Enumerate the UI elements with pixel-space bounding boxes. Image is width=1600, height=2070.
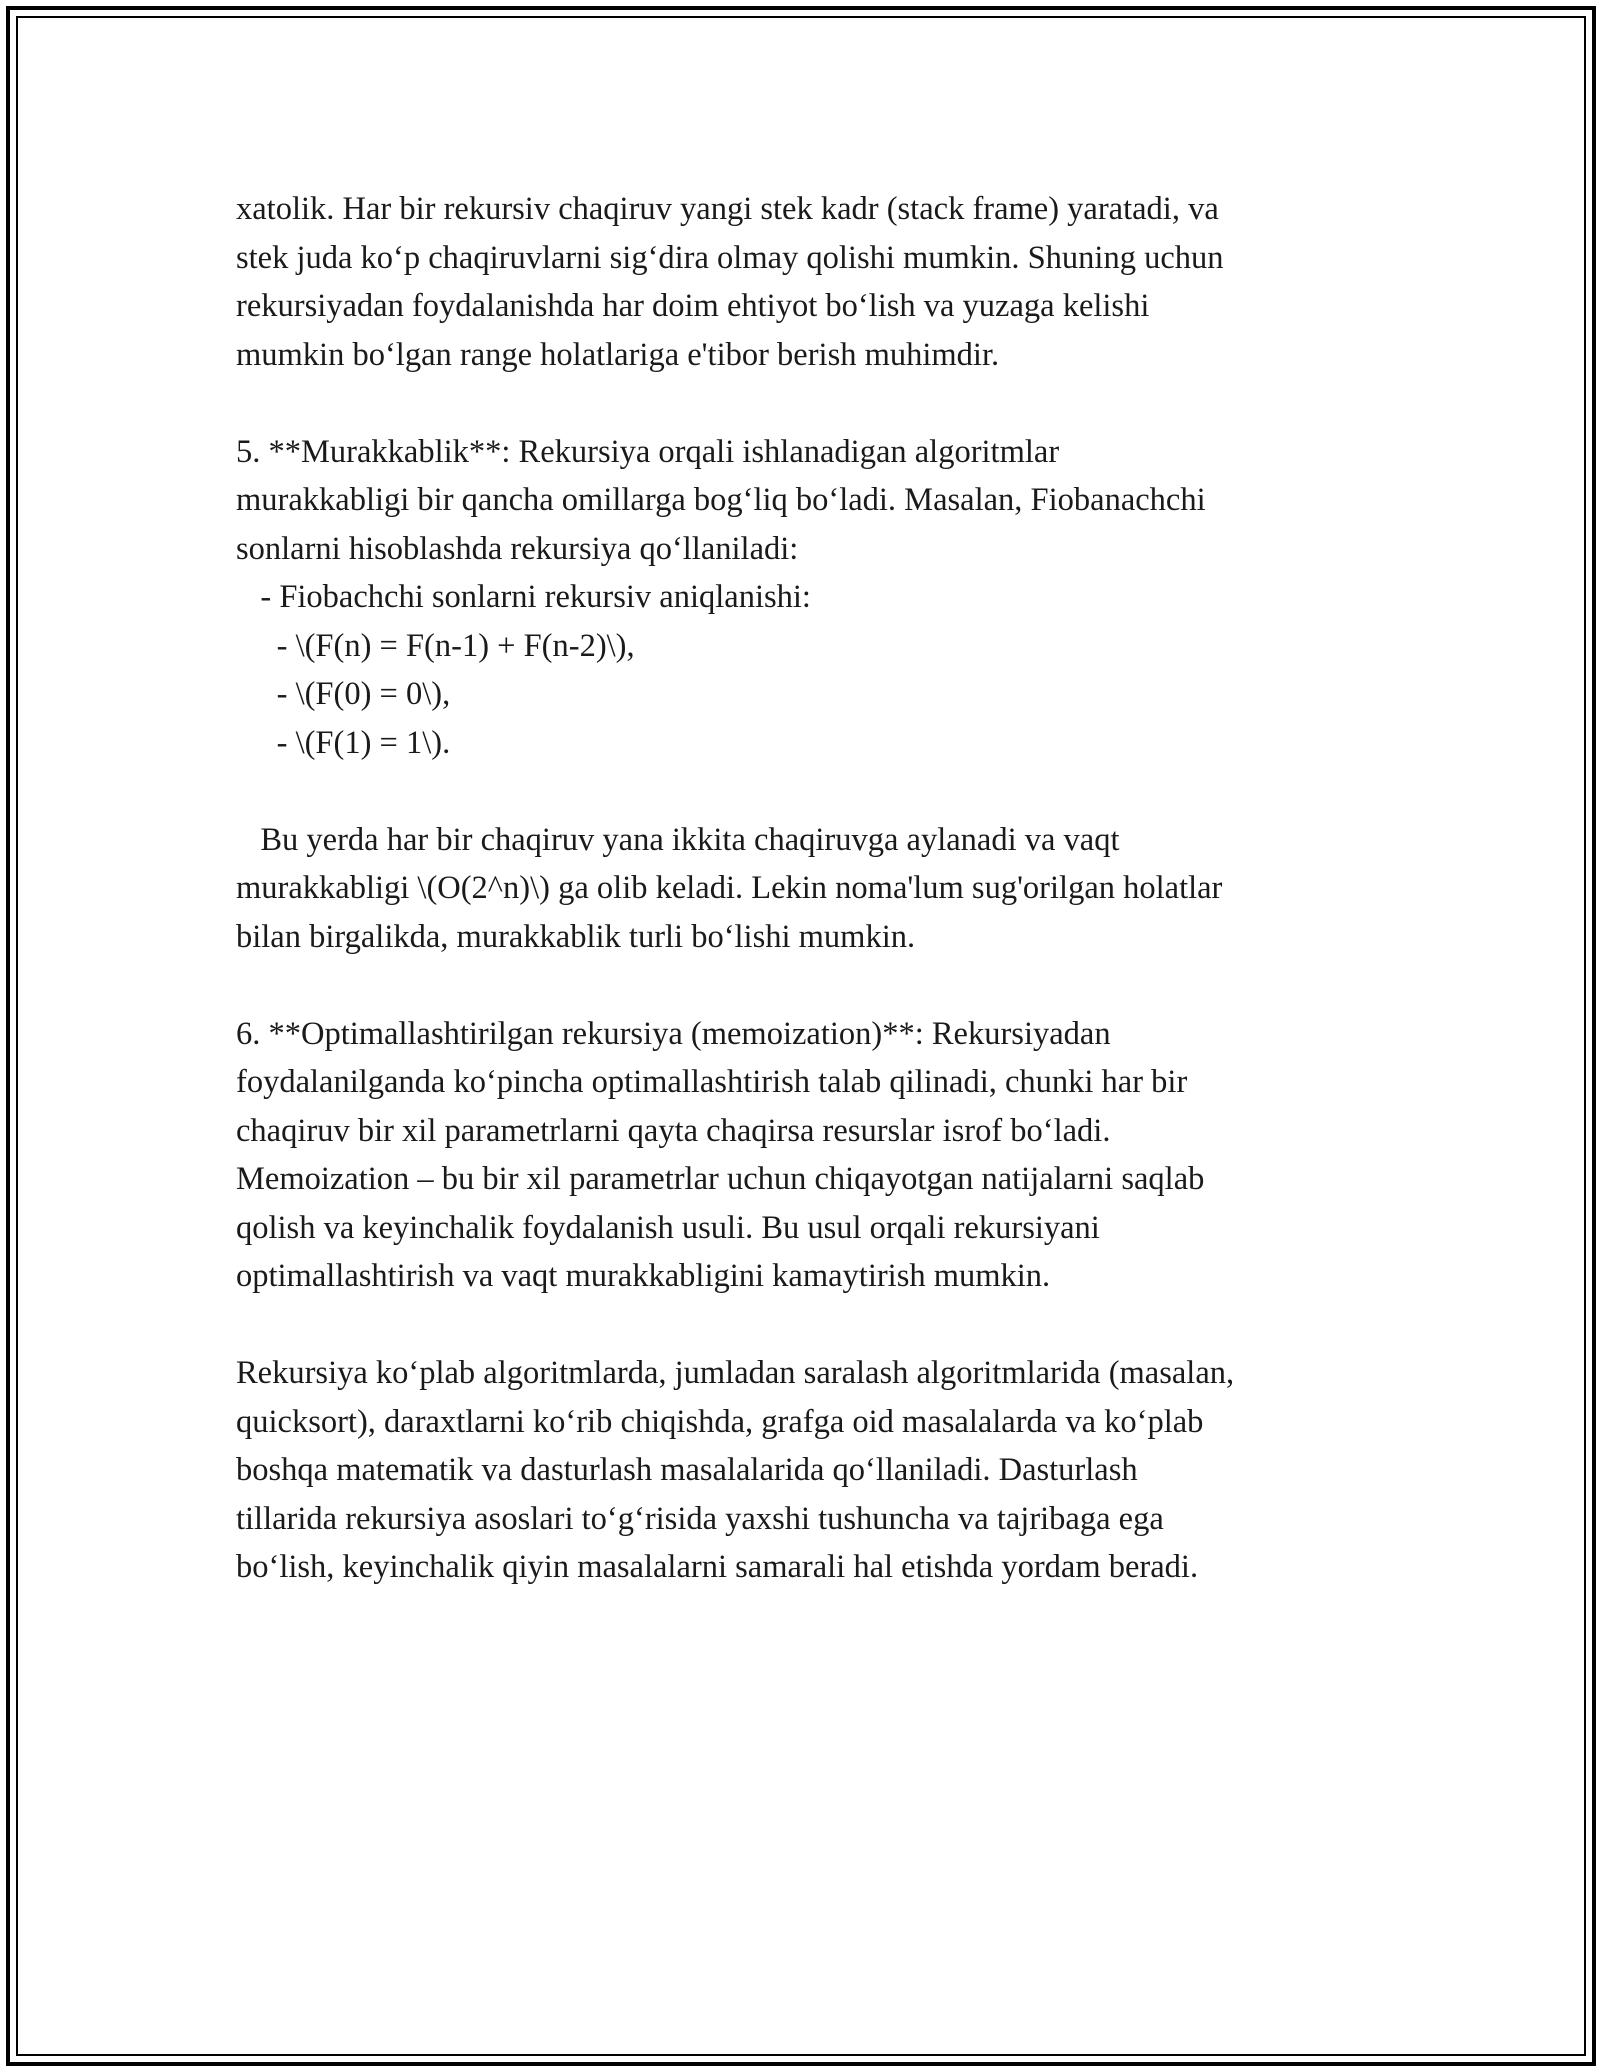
text-line: mumkin bo‘lgan range holatlariga e'tibor berish muhimdir.	[236, 336, 1000, 373]
text-line: 5. **Murakkablik**: Rekursiya orqali ishlanadigan algoritmlar	[236, 433, 1060, 470]
paragraph-conclusion	[236, 1349, 1376, 1592]
formula-line: - \(F(0) = 0\),	[236, 676, 451, 712]
text-line: chaqiruv bir xil parametrlarni qayta chaqirsa resurslar isrof bo‘ladi.	[236, 1112, 1111, 1149]
text-line: rekursiyadan foydalanishda har doim ehtiyot bo‘lish va yuzaga kelishi	[236, 288, 1150, 324]
text-line: bilan birgalikda, murakkablik turli bo‘lishi mumkin.	[236, 918, 916, 955]
paragraph-stack-overflow	[236, 185, 1376, 379]
text-line: 6. **Optimallashtirilgan rekursiya (memoization)**: Rekursiyadan	[236, 1015, 1111, 1052]
paragraph-spacer	[236, 379, 1376, 428]
text-line: tillarida rekursiya asoslari to‘g‘risida yaxshi tushuncha va tajribaga ega	[236, 1500, 1164, 1537]
text-line: xatolik. Har bir rekursiv chaqiruv yangi stek kadr (stack frame) yaratadi, va	[236, 191, 1219, 227]
text-line: murakkabligi bir qancha omillarga bog‘liq bo‘ladi. Masalan, Fiobanachchi	[236, 482, 1206, 518]
paragraph-complexity	[236, 428, 1376, 768]
paragraph-spacer	[236, 767, 1376, 816]
text-line: Bu yerda har bir chaqiruv yana ikkita chaqiruvga aylanadi va vaqt	[236, 821, 1120, 858]
formula-line: - \(F(n) = F(n-1) + F(n-2)\),	[236, 627, 635, 664]
text-line: optimallashtirish va vaqt murakkabligini kamaytirish mumkin.	[236, 1258, 1051, 1294]
text-line: murakkabligi \(O(2^n)\) ga olib keladi. Lekin noma'lum sug'orilgan holatlar	[236, 870, 1223, 906]
text-line: Memoization – bu bir xil parametrlar uchun chiqayotgan natijalarni saqlab	[236, 1161, 1205, 1197]
paragraph-memoization	[236, 1010, 1376, 1301]
paragraph-spacer	[236, 1301, 1376, 1350]
document-body	[236, 185, 1376, 1592]
formula-line: - \(F(1) = 1\).	[236, 724, 451, 761]
paragraph-exponential	[236, 816, 1376, 962]
text-line: Rekursiya ko‘plab algoritmlarda, jumladan saralash algoritmlarida (masalan,	[236, 1355, 1235, 1391]
text-line: stek juda ko‘p chaqiruvlarni sig‘dira olmay qolishi mumkin. Shuning uchun	[236, 239, 1224, 276]
text-line: bo‘lish, keyinchalik qiyin masalalarni samarali hal etishda yordam beradi.	[236, 1549, 1199, 1585]
list-item: - Fiobachchi sonlarni rekursiv aniqlanishi:	[236, 579, 811, 615]
paragraph-spacer	[236, 961, 1376, 1010]
text-line: foydalanilganda ko‘pincha optimallashtirish talab qilinadi, chunki har bir	[236, 1064, 1188, 1100]
text-line: boshqa matematik va dasturlash masalalarida qo‘llaniladi. Dasturlash	[236, 1452, 1138, 1488]
text-line: qolish va keyinchalik foydalanish usuli. Bu usul orqali rekursiyani	[236, 1209, 1100, 1246]
text-line: quicksort), daraxtlarni ko‘rib chiqishda, grafga oid masalalarda va ko‘plab	[236, 1403, 1204, 1440]
text-line: sonlarni hisoblashda rekursiya qo‘llaniladi:	[236, 530, 799, 567]
